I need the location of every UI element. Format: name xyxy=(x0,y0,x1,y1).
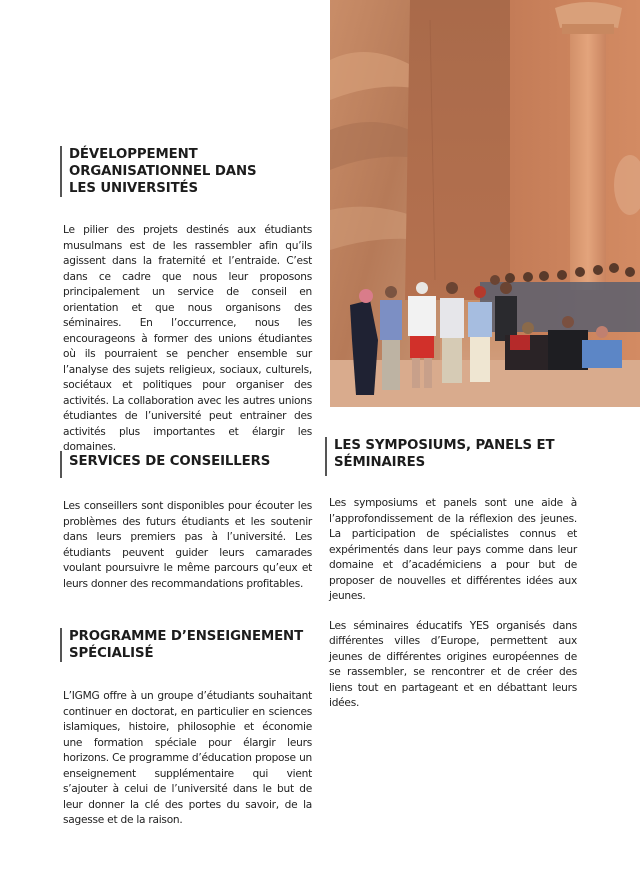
section-paragraph: Les conseillers sont disponibles pour écouter les problèmes des futurs étudiants et les soutenir dans leurs premiers pas à l’université. Les étudiants peuvent guider leurs camarades voulant poursuivre le même parcours qu’eux et leurs donner des recommandations profitables. xyxy=(63,500,312,590)
section-heading: PROGRAMME D’ENSEIGNEMENT SPÉCIALISÉ xyxy=(60,628,309,662)
section-symposiums xyxy=(325,437,577,712)
section-paragraph: Les séminaires éducatifs YES organisés dans différentes villes d’Europe, permettent aux jeunes de différentes origines européennes de se rassembler, se rencontrer et de créer des liens tout en partageant et en débattant leurs idées. xyxy=(329,619,577,709)
section-heading: SERVICES DE CONSEILLERS xyxy=(60,451,312,478)
group-photo-petra xyxy=(330,0,640,407)
section-paragraph: Les symposiums et panels sont une aide à l’approfondissement de la réflexion des jeunes. La participation de spécialistes connus et expérimentés dans leur pays comme dans leur domaine et d’académiciens a pour but de proposer de nouvelles et différentes idées aux jeunes. xyxy=(329,497,577,602)
section-heading: LES SYMPOSIUMS, PANELS ET SÉMINAIRES xyxy=(325,437,564,476)
section-services-conseillers xyxy=(60,451,312,592)
photo-illustration xyxy=(330,0,640,407)
section-developpement xyxy=(60,146,312,456)
section-paragraph: Le pilier des projets destinés aux étudiants musulmans est de les rassembler afin qu’ils agissent dans la fraternité et l’entraide. C’est dans ce cadre que nous leur proposons principalement un service de conseil en orientation et que nous organisons des séminaires. En l’occurrence, nous les encourageons à former des unions étudiantes où ils pourraient se pencher ensemble sur l’analyse des sujets religieux, sociaux, culturels, sociétaux et politiques pour organiser des activités. La collaboration avec les autres unions étudiantes de l’université peut entrainer des activités plus importantes et élargir les domaines. xyxy=(63,224,312,453)
section-programme-enseignement xyxy=(60,628,312,829)
section-heading: DÉVELOPPEMENT ORGANISATIONNEL DANS LES UNIVERSITÉS xyxy=(60,146,269,197)
section-paragraph: L’IGMG offre à un groupe d’étudiants souhaitant continuer en doctorat, en particulier en sciences islamiques, histoire, philosophie et économie une formation spéciale pour élargir leurs horizons. Ce programme d’éducation propose un enseignement supplémentaire qui vient s’ajouter à celui de l’université dans le but de leur donner la clé des portes du savoir, de la sagesse et de la raison. xyxy=(63,690,312,826)
